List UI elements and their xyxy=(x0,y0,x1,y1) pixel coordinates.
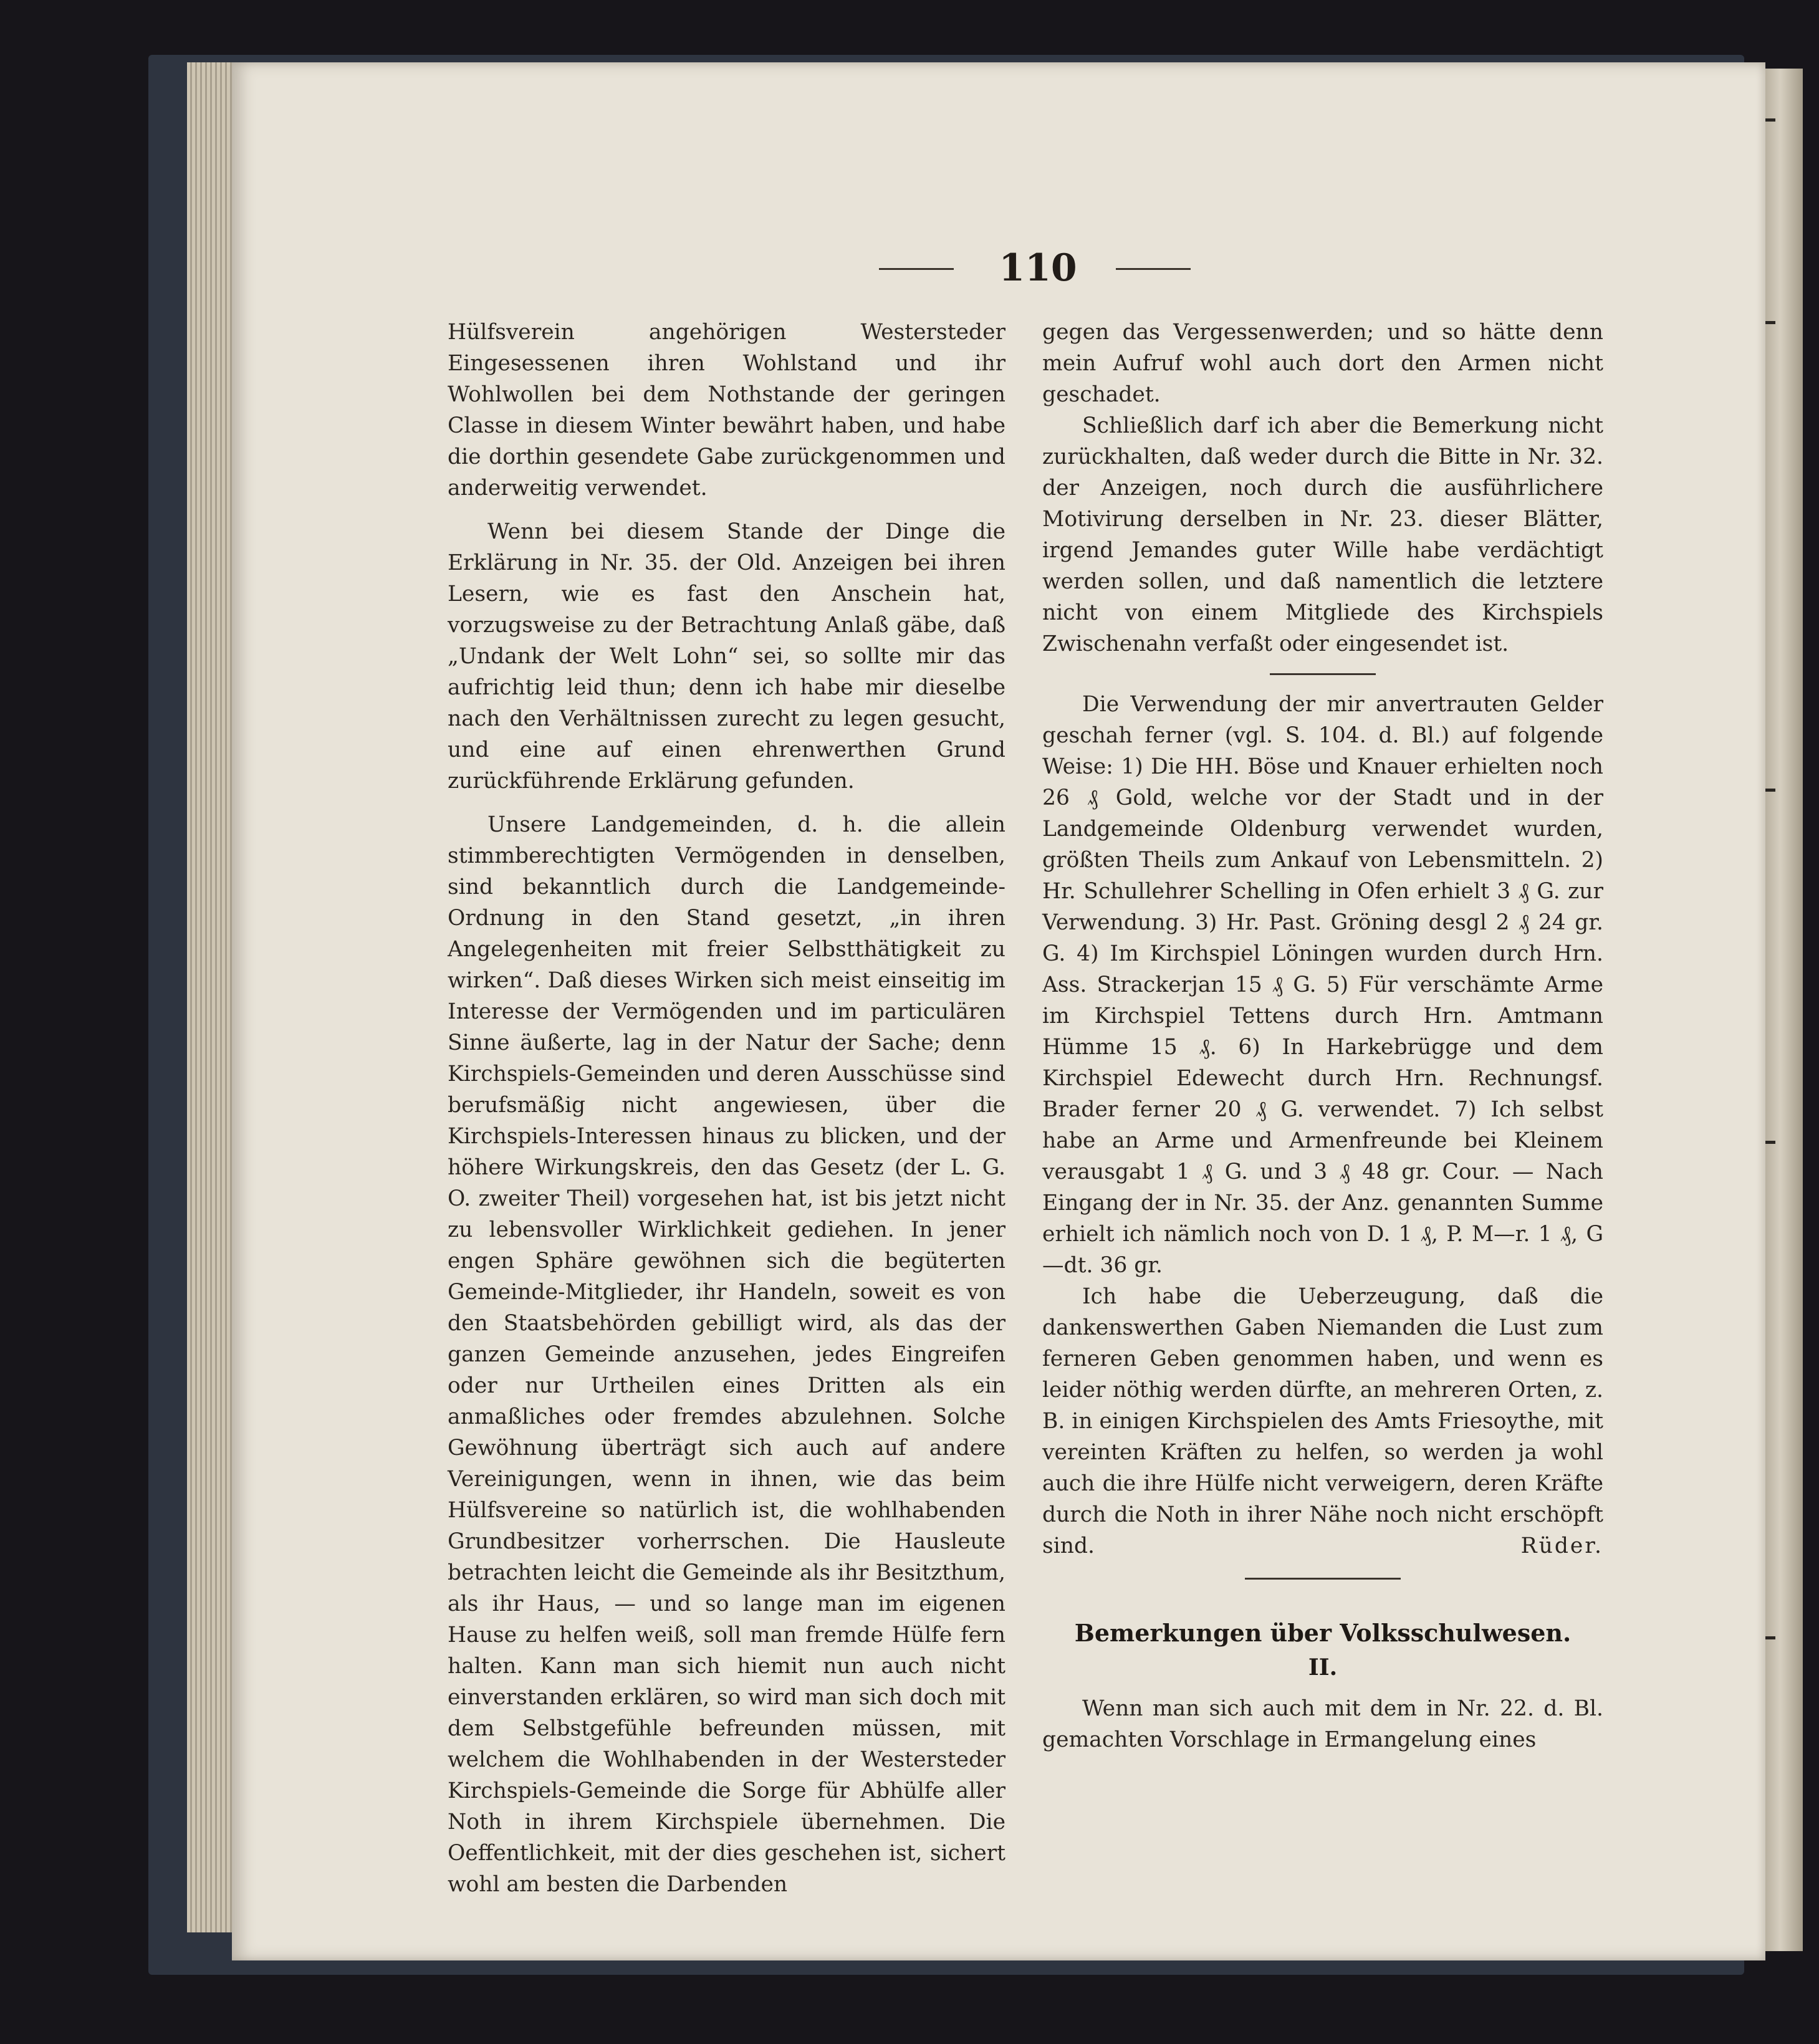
paragraph: Schließlich darf ich aber die Bemerkung nicht zurückhalten, daß weder durch die Bitte in Nr. 32. der Anzeigen, noch durch die ausführlichere Motivirung derselben in Nr. 23. dieser Blätter, irgend Jemandes guter Wille habe verdächtigt werden sollen, und daß namentlich die letztere nicht von einem Mitgliede des Kirchspiels Zwischenahn verfaßt oder eingesendet ist. xyxy=(1042,413,1603,656)
paragraph: Die Verwendung der mir anvertrauten Gelder geschah ferner (vgl. S. 104. d. Bl.) auf folgende Weise: 1) Die HH. Böse und Knauer erhielten noch 26 ₰ Gold, welche vor der Stadt und in der Landgemeinde Oldenburg verwendet wurden, größten Theils zum Ankauf von Lebensmitteln. 2) Hr. Schullehrer Schelling in Ofen erhielt 3 ₰ G. zur Verwendung. 3) Hr. Past. Gröning desgl 2 ₰ 24 gr. G. 4) Im Kirchspiel Löningen wurden durch Hrn. Ass. Strackerjan 15 ₰ G. 5) Für verschämte Arme im Kirchspiel Tettens durch Hrn. Amtmann Hümme 15 ₰. 6) In Harkebrügge und dem Kirchspiel Edewecht durch Hrn. Rechnungsf. Brader ferner 20 ₰ G. verwendet. 7) Ich selbst habe an Arme und Armenfreunde bei Kleinem verausgabt 1 ₰ G. und 3 ₰ 48 gr. Cour. — Nach Eingang der in Nr. 35. der Anz. genannten Summe erhielt ich nämlich noch von D. 1 ₰, P. M—r. 1 ₰, G—dt. 36 gr. xyxy=(1042,692,1603,1278)
closing-text: Ich habe die Ueberzeugung, daß die dankenswerthen Gaben Niemanden die Lust zum ferneren Geben genommen haben, und wenn es leider nöthig werden dürfte, an mehreren Orten, z. B. in einigen Kirchspielen des Amts Friesoythe, mit vereinten Kräften zu helfen, so werden ja wohl auch die ihre Hülfe nicht verweigern, deren Kräfte durch die Noth in ihrer Nähe noch nicht erschöpft sind. xyxy=(1042,1284,1603,1558)
facing-page-edge xyxy=(1765,69,1803,1951)
edge-mark xyxy=(1765,118,1775,122)
section-title: Bemerkungen über Volksschulwesen. xyxy=(1074,1619,1572,1647)
paragraph: Wenn bei diesem Stande der Dinge die Erklärung in Nr. 35. der Old. Anzeigen bei ihren Lesern, wie es fast den Anschein hat, vorzugsweise zu der Betrachtung Anlaß gäbe, daß „Undank der Welt Lohn“ sei, so sollte mir das aufrichtig leid thun; denn ich habe mir dieselbe nach den Verhältnissen zurecht zu legen gesucht, und eine auf einen ehrenwerthen Grund zurückführende Erklärung gefunden. xyxy=(448,519,1005,794)
right-column xyxy=(1042,317,1603,1755)
paragraph: Hülfsverein angehörigen Westersteder Eingesessenen ihren Wohlstand und ihr Wohlwollen bei dem Nothstande der geringen Classe in diesem Winter bewährt haben, und habe die dorthin gesendete Gabe zurückgenommen und anderweitig verwendet. xyxy=(448,320,1005,501)
edge-mark xyxy=(1765,1636,1775,1639)
header-rule-left xyxy=(879,268,954,270)
edge-mark xyxy=(1765,1141,1775,1144)
section-divider xyxy=(1270,673,1376,675)
paragraph: Wenn man sich auch mit dem in Nr. 22. d. Bl. gemachten Vorschlage in Ermangelung eines xyxy=(1042,1696,1603,1752)
page-number: 110 xyxy=(999,246,1077,290)
article-divider xyxy=(1245,1578,1401,1580)
page-header xyxy=(879,246,1197,290)
left-column xyxy=(448,317,1005,1900)
paragraph xyxy=(1042,1281,1603,1562)
author-signature: Rüder. xyxy=(1520,1533,1603,1558)
edge-mark xyxy=(1765,789,1775,792)
edge-mark xyxy=(1765,321,1775,324)
section-number: II. xyxy=(1308,1654,1338,1681)
paragraph: Unsere Landgemeinden, d. h. die allein stimmberechtigten Vermögenden in denselben, sind bekanntlich durch die Landgemeinde-Ordnung in den Stand gesetzt, „in ihren Angelegenheiten mit freier Selbstthätigkeit zu wirken“. Daß dieses Wirken sich meist einseitig im Interesse der Vermögenden und im particulären Sinne äußerte, lag in der Natur der Sache; denn Kirchspiels-Gemeinden und deren Ausschüsse sind berufsmäßig nicht angewiesen, über die Kirchspiels-Interessen hinaus zu blicken, und der höhere Wirkungskreis, den das Gesetz (der L. G. O. zweiter Theil) vorgesehen hat, ist bis jetzt nicht zu lebensvoller Wirklichkeit gediehen. In jener engen Sphäre gewöhnen sich die begüterten Gemeinde-Mitglieder, ihr Handeln, soweit es von den Staatsbehörden gebilligt wird, als das der ganzen Gemeinde anzusehen, jedes Eingreifen oder nur Urtheilen eines Dritten als ein anmaßliches oder fremdes abzulehnen. Solche Gewöhnung überträgt sich auch auf andere Vereinigungen, wenn in ihnen, wie das beim Hülfsvereine so natürlich ist, die wohlhabenden Grundbesitzer vorherrschen. Die Hausleute betrachten leicht die Gemeinde als ihr Besitzthum, als ihr Haus, — und so lange man im eigenen Hause zu helfen weiß, soll man fremde Hülfe fern halten. Kann man sich hiemit nun auch nicht einverstanden erklären, so wird man sich doch mit dem Selbstgefühle befreunden müssen, mit welchem die Wohlhabenden in der Westersteder Kirchspiels-Gemeinde die Sorge für Abhülfe aller Noth in ihrem Kirchspiele übernehmen. Die Oeffentlichkeit, mit der dies geschehen ist, sichert wohl am besten die Darbenden xyxy=(448,812,1005,1897)
paragraph: gegen das Vergessenwerden; und so hätte denn mein Aufruf wohl auch dort den Armen nicht geschadet. xyxy=(1042,320,1603,407)
header-rule-right xyxy=(1116,268,1191,270)
